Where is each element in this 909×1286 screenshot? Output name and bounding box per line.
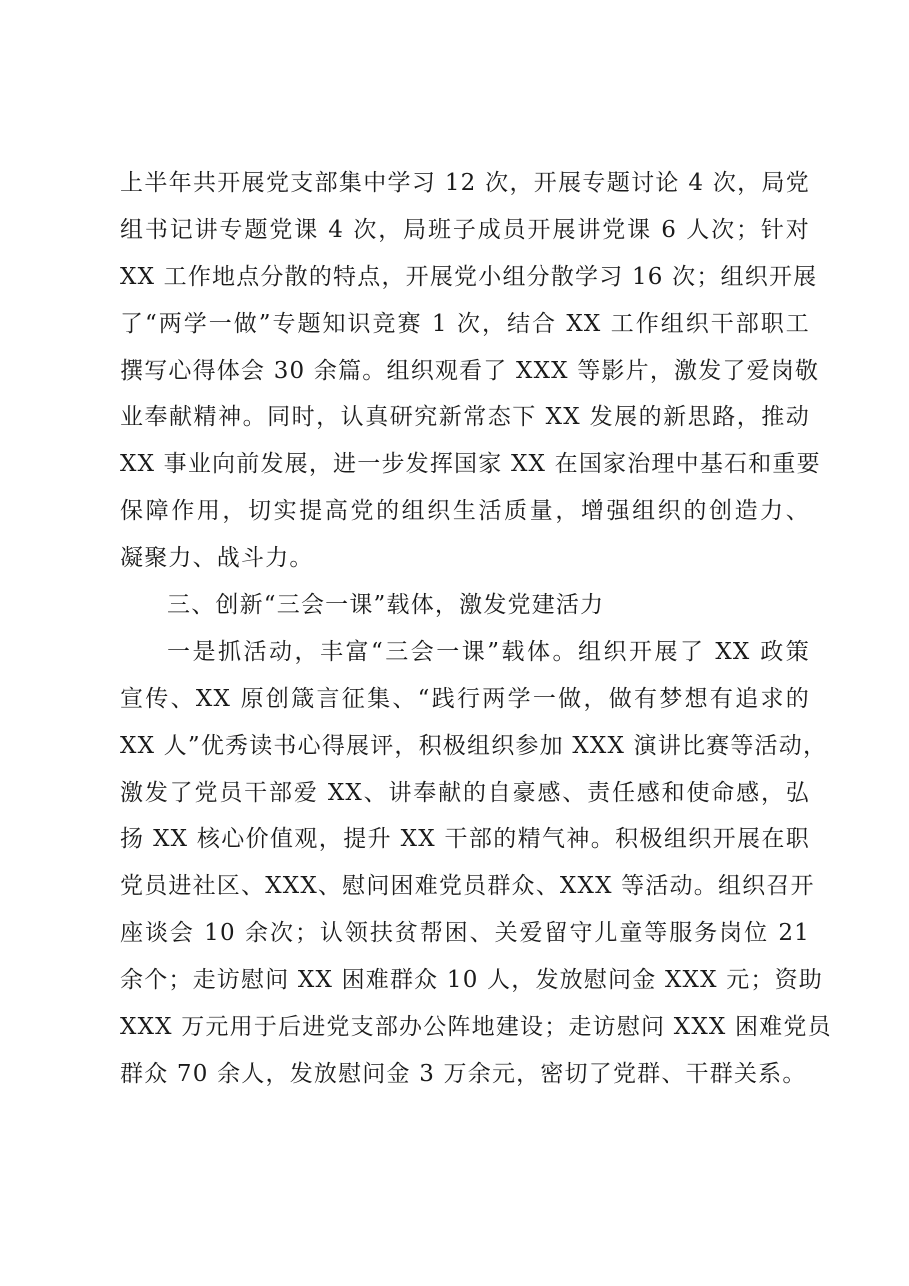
text-line: XX 人”优秀读书心得展评，积极组织参加 XXX 演讲比赛等活动， bbox=[120, 732, 828, 759]
section-heading bbox=[120, 582, 810, 629]
text-line: 余个；走访慰问 XX 困难群众 10 人，发放慰问金 XXX 元；资助 bbox=[120, 967, 824, 994]
text-line: 群众 70 余人，发放慰问金 3 万余元，密切了党群、干群关系。 bbox=[120, 1060, 807, 1087]
text-line: 保障作用，切实提高党的组织生活质量，增强组织的创造力、 bbox=[120, 498, 810, 525]
text-line: 激发了党员干部爱 XX、讲奉献的自豪感、责任感和使命感，弘 bbox=[120, 779, 810, 806]
text-line: 业奉献精神。同时，认真研究新常态下 XX 发展的新思路，推动 bbox=[120, 404, 810, 431]
document-body bbox=[120, 160, 832, 1098]
text-line: 凝聚力、战斗力。 bbox=[120, 545, 314, 572]
text-line: 党员进社区、XXX、慰问困难党员群众、XXX 等活动。组织召开 bbox=[120, 873, 815, 900]
text-line: XXX 万元用于后进党支部办公阵地建设；走访慰问 XXX 困难党员 bbox=[120, 1014, 832, 1041]
text-line: 一是抓活动，丰富“三会一课”载体。组织开展了 XX 政策 bbox=[167, 638, 810, 665]
text-line: 上半年共开展党支部集中学习 12 次，开展专题讨论 4 次，局党 bbox=[120, 170, 810, 196]
text-line: 了“两学一做”专题知识竞赛 1 次，结合 XX 工作组织干部职工 bbox=[120, 310, 810, 337]
text-line: 扬 XX 核心价值观，提升 XX 干部的精气神。积极组织开展在职 bbox=[120, 826, 810, 853]
section-heading-text: 三、创新“三会一课”载体，激发党建活力 bbox=[167, 592, 605, 619]
paragraph bbox=[120, 160, 821, 582]
text-line: 组书记讲专题党课 4 次，局班子成员开展讲党课 6 人次；针对 bbox=[120, 216, 810, 243]
text-line: 座谈会 10 余次；认领扶贫帮困、关爱留守儿童等服务岗位 21 bbox=[120, 920, 810, 947]
text-line: 宣传、XX 原创箴言征集、“践行两学一做，做有梦想有追求的 bbox=[120, 685, 810, 712]
paragraph bbox=[120, 629, 832, 1098]
text-line: 撰写心得体会 30 余篇。组织观看了 XXX 等影片，激发了爱岗敬 bbox=[120, 357, 820, 384]
text-line: XX 事业向前发展，进一步发挥国家 XX 在国家治理中基石和重要 bbox=[120, 451, 821, 478]
text-line: XX 工作地点分散的特点，开展党小组分散学习 16 次；组织开展 bbox=[120, 263, 818, 290]
